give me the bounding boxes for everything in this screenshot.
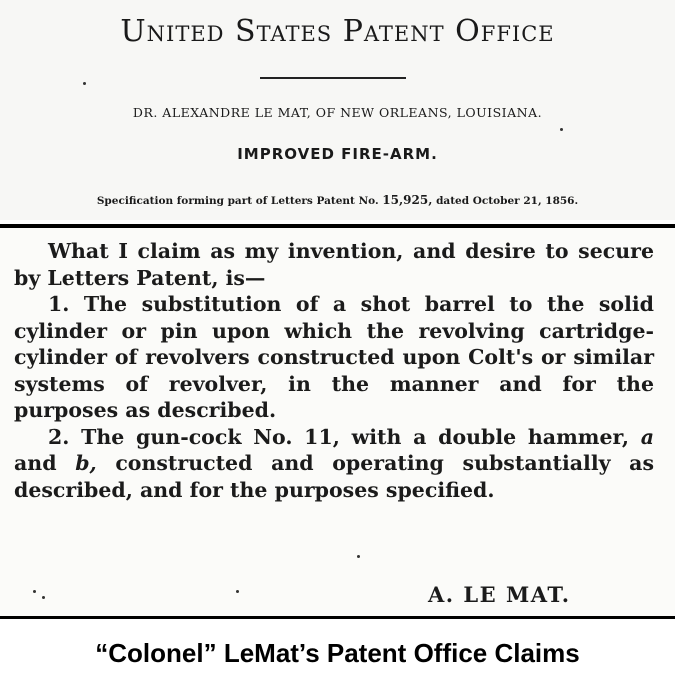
scan-speck bbox=[42, 596, 45, 599]
claim-2-start: 2. The gun-cock No. 11, with a double hammer, bbox=[48, 424, 629, 449]
claim-2-end: constructed and operating substantially as described, and for the purposes specified. bbox=[14, 451, 655, 502]
inventor-line: DR. ALEXANDRE LE MAT, OF NEW ORLEANS, LOUISIANA. bbox=[132, 105, 543, 120]
claims-text bbox=[14, 238, 654, 503]
scan-speck bbox=[357, 555, 360, 558]
claim-2-hammer-a: a bbox=[640, 424, 654, 449]
patent-number: 15,925, bbox=[382, 193, 433, 207]
office-title: United States Patent Office bbox=[120, 14, 555, 49]
specification-line bbox=[0, 193, 675, 207]
scan-speck bbox=[236, 590, 239, 593]
signature: A. LE MAT. bbox=[428, 582, 571, 607]
claim-1: 1. The substitution of a shot barrel to the solid cylinder or pin upon which the revolving cartridge-cylinder of revolvers constructed upon Colt's or similar systems of revolver, in the manner and for the purposes as described. bbox=[14, 292, 654, 422]
scan-speck bbox=[33, 590, 36, 593]
claim-2-hammer-b: b, bbox=[75, 451, 97, 475]
bottom-rule bbox=[0, 616, 675, 619]
spec-date: dated October 21, 1856. bbox=[436, 195, 579, 207]
claim-2 bbox=[14, 424, 654, 504]
claim-2-and: and bbox=[14, 451, 57, 475]
scan-speck bbox=[560, 128, 563, 131]
claims-intro: What I claim as my invention, and desire to secure by Letters Patent, is— bbox=[14, 239, 654, 290]
image-caption: “Colonel” LeMat’s Patent Office Claims bbox=[95, 638, 580, 668]
spec-prefix: Specification forming part of Letters Patent No. bbox=[96, 195, 379, 207]
scan-speck bbox=[83, 82, 86, 85]
header-rule bbox=[260, 77, 406, 79]
invention-title: IMPROVED FIRE-ARM. bbox=[237, 145, 438, 163]
